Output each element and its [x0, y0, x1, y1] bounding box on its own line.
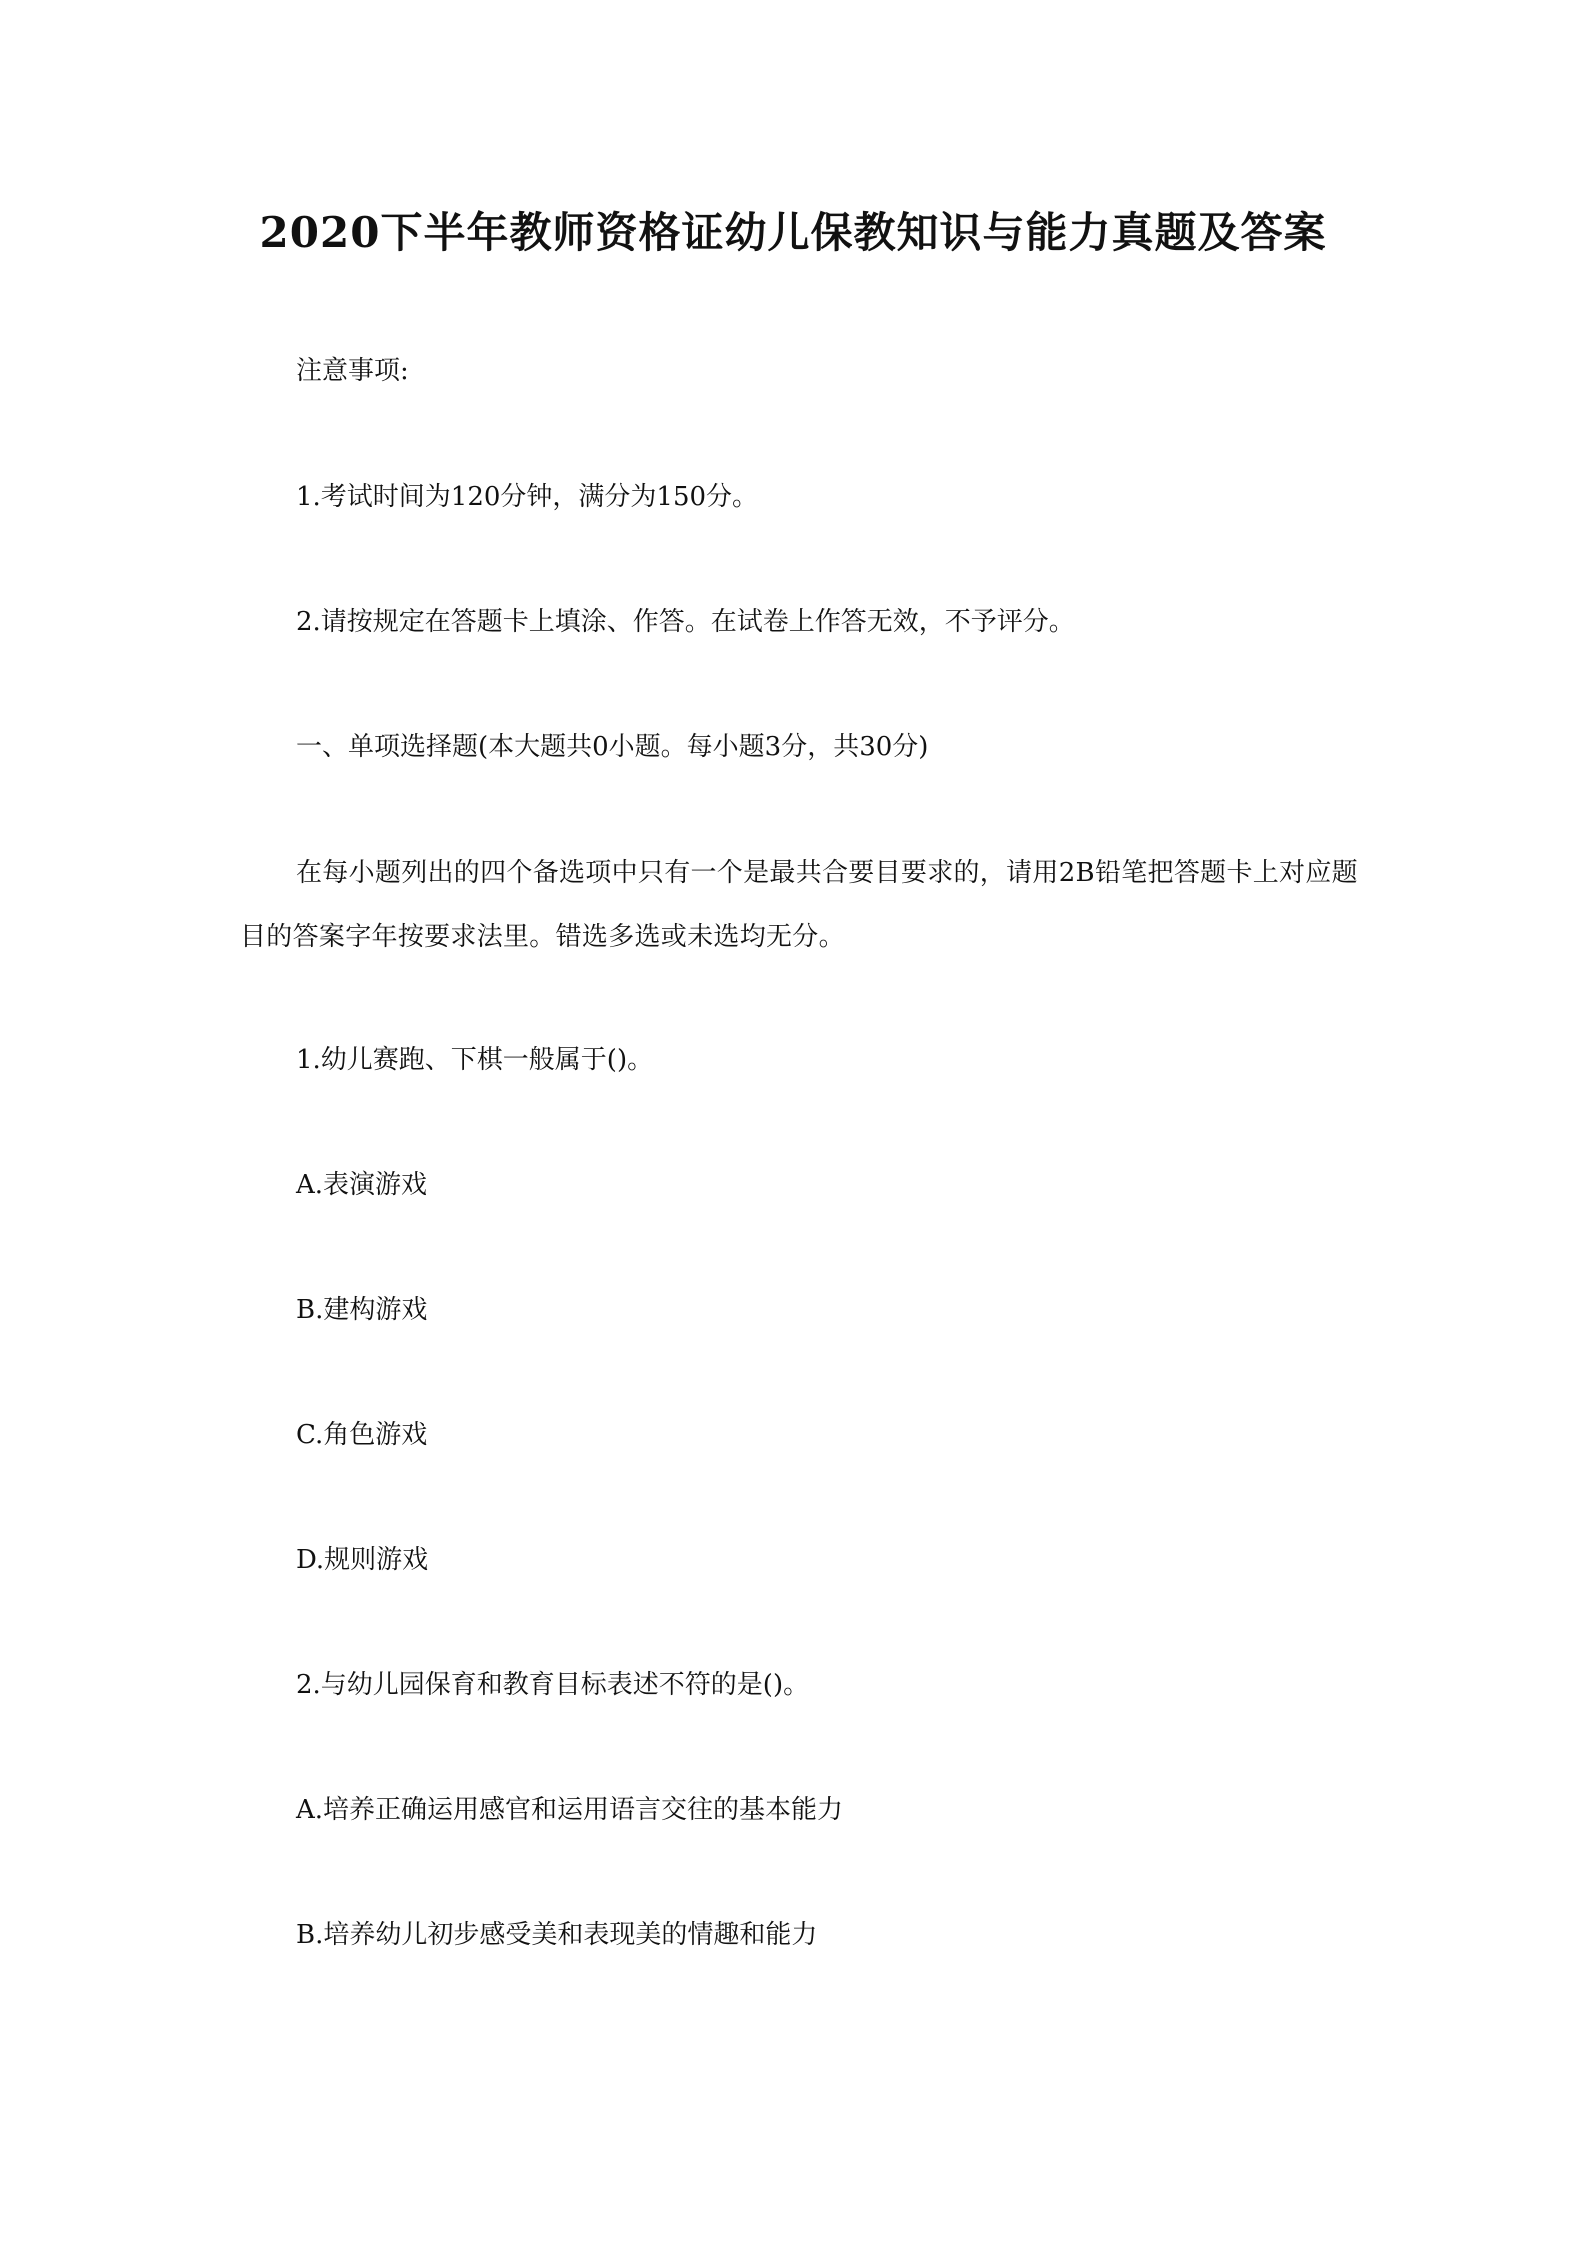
question-2-option-a: A.培养正确运用感官和运用语言交往的基本能力 — [296, 1795, 844, 1825]
notice-item-1: 1.考试时间为120分钟，满分为150分。 — [296, 482, 759, 512]
question-1-option-c: C.角色游戏 — [296, 1420, 428, 1450]
question-2-option-b: B.培养幼儿初步感受美和表现美的情趣和能力 — [296, 1920, 818, 1950]
instructions-paragraph: 在每小题列出的四个备选项中只有一个是最共合要目要求的，请用2B铅笔把答题卡上对应题目的答案字年按要求法里。错选多选或未选均无分。 — [240, 858, 1358, 952]
question-2-stem: 2.与幼儿园保育和教育目标表述不符的是()。 — [296, 1670, 810, 1700]
notice-heading: 注意事项: — [296, 356, 409, 386]
notice-item-2: 2.请按规定在答题卡上填涂、作答。在试卷上作答无效，不予评分。 — [296, 607, 1075, 637]
section-heading: 一、单项选择题(本大题共0小题。每小题3分，共30分) — [296, 732, 929, 762]
question-1-option-a: A.表演游戏 — [296, 1170, 428, 1200]
question-1-stem: 1.幼儿赛跑、下棋一般属于()。 — [296, 1045, 654, 1075]
question-1-option-b: B.建构游戏 — [296, 1295, 428, 1325]
document-title: 2020下半年教师资格证幼儿保教知识与能力真题及答案 — [259, 208, 1327, 257]
question-1-option-d: D.规则游戏 — [296, 1545, 429, 1575]
